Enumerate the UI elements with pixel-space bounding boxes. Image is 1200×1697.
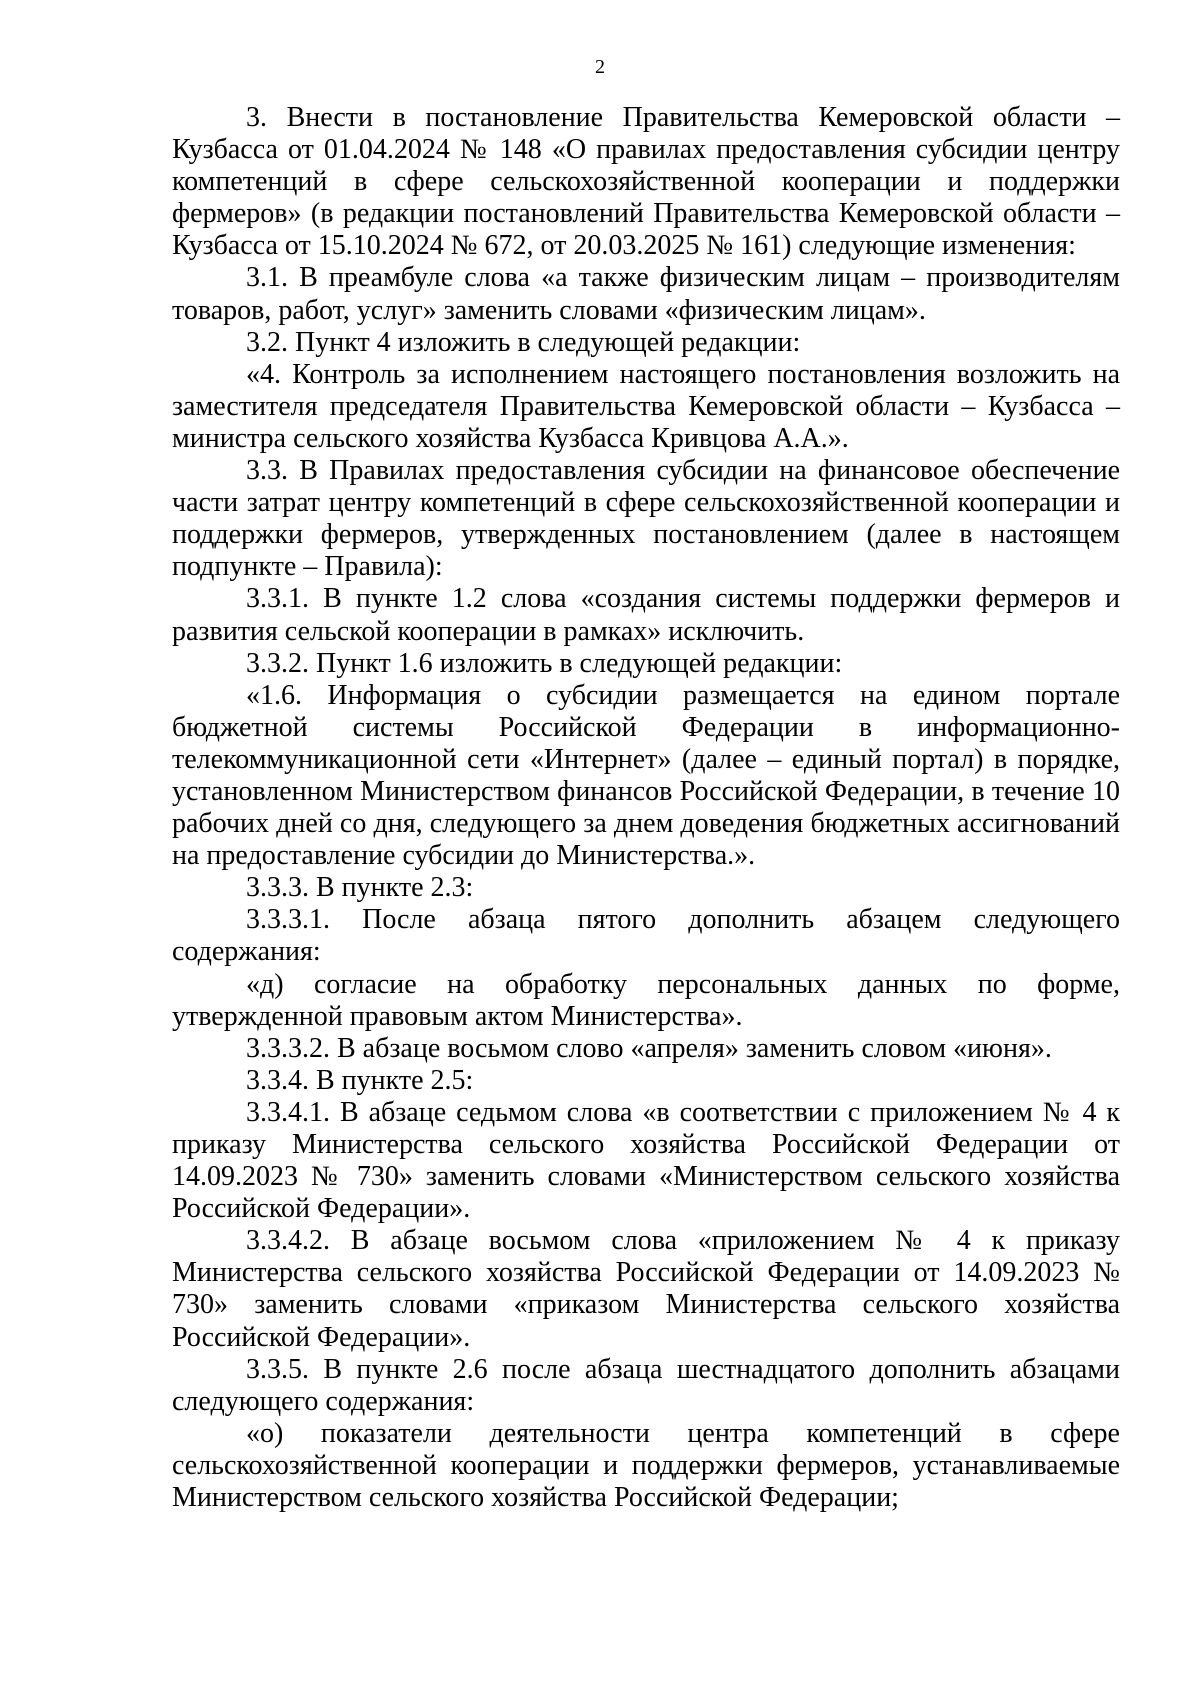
- paragraph-3-3-1: 3.3.1. В пункте 1.2 слова «создания системы поддержки фермеров и развития сельской кооперации в рамках» исключить.: [172, 583, 1120, 647]
- paragraph-3-3-3-1: 3.3.3.1. После абзаца пятого дополнить абзацем следующего содержания:: [172, 904, 1120, 968]
- paragraph-3-3: 3.3. В Правилах предоставления субсидии на финансовое обеспечение части затрат центру компетенций в сфере сельскохозяйственной кооперации и поддержки фермеров, утвержденных постановлением (далее в настоящем подпункте – Правила):: [172, 455, 1120, 583]
- paragraph-3-3-5: 3.3.5. В пункте 2.6 после абзаца шестнадцатого дополнить абзацами следующего содержания:: [172, 1353, 1120, 1417]
- page-number: 2: [595, 56, 605, 78]
- paragraph-quote-1-6: «1.6. Информация о субсидии размещается на едином портале бюджетной системы Российской Федерации в информационно-телекоммуникационной сети «Интернет» (далее – единый портал) в порядке, установленном Министерством финансов Российской Федерации, в течение 10 рабочих дней со дня, следующего за днем доведения бюджетных ассигнований на предоставление субсидии до Министерства.».: [172, 679, 1120, 872]
- paragraph-3: 3. Внести в постановление Правительства Кемеровской области – Кузбасса от 01.04.2024 № 148 «О правилах предоставления субсидии центру компетенций в сфере сельскохозяйственной кооперации и поддержки фермеров» (в редакции постановлений Правительства Кемеровской области – Кузбасса от 15.10.2024 № 672, от 20.03.2025 № 161) следующие изменения:: [172, 102, 1120, 262]
- paragraph-3-3-4-1: 3.3.4.1. В абзаце седьмом слова «в соответствии с приложением № 4 к приказу Министерства сельского хозяйства Российской Федерации от 14.09.2023 № 730» заменить словами «Министерством сельского хозяйства Российской Федерации».: [172, 1096, 1120, 1225]
- paragraph-quote-4: «4. Контроль за исполнением настоящего постановления возложить на заместителя председателя Правительства Кемеровской области – Кузбасса – министра сельского хозяйства Кузбасса Кривцова А.А.».: [172, 358, 1120, 454]
- paragraph-3-3-4-2: 3.3.4.2. В абзаце восьмом слова «приложением № 4 к приказу Министерства сельского хозяйства Российской Федерации от 14.09.2023 № 730» заменить словами «приказом Министерства сельского хозяйства Российской Федерации».: [172, 1225, 1120, 1353]
- paragraph-3-1: 3.1. В преамбуле слова «а также физическим лицам – производителям товаров, работ, услуг» заменить словами «физическим лицам».: [172, 262, 1120, 326]
- paragraph-3-3-3-2: 3.3.3.2. В абзаце восьмом слово «апреля» заменить словом «июня».: [246, 1032, 1052, 1064]
- paragraph-3-3-2: 3.3.2. Пункт 1.6 изложить в следующей редакции:: [246, 647, 843, 679]
- document-body: [172, 102, 1120, 1514]
- paragraph-3-2: 3.2. Пункт 4 изложить в следующей редакции:: [246, 326, 801, 358]
- paragraph-3-3-4: 3.3.4. В пункте 2.5:: [246, 1064, 474, 1096]
- paragraph-quote-d: «д) согласие на обработку персональных данных по форме, утвержденной правовым актом Министерства».: [172, 968, 1120, 1032]
- paragraph-3-3-3: 3.3.3. В пункте 2.3:: [246, 872, 474, 904]
- paragraph-quote-o: «о) показатели деятельности центра компетенций в сфере сельскохозяйственной кооперации и поддержки фермеров, устанавливаемые Министерством сельского хозяйства Российской Федерации;: [172, 1417, 1120, 1514]
